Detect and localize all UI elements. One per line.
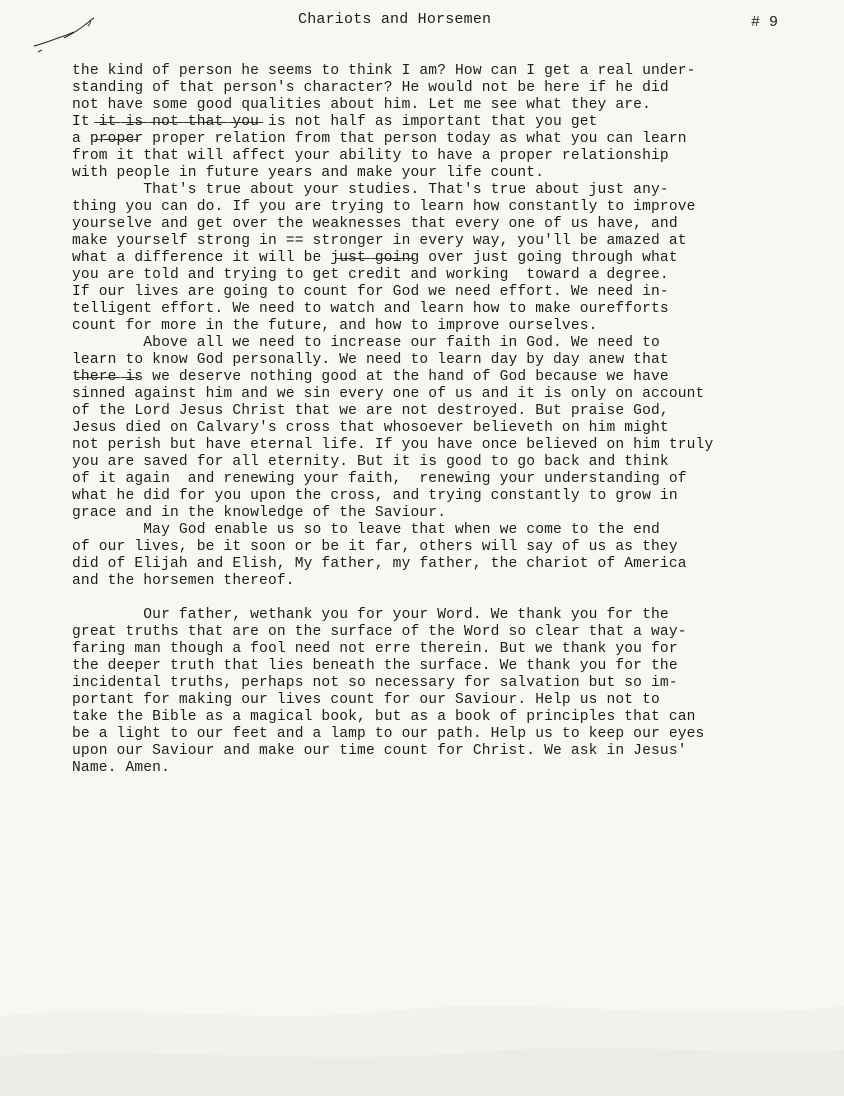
paragraph-2 [72, 182, 844, 335]
text-line: from it that will affect your ability to have a proper relationship [72, 148, 669, 164]
text-line: Jesus died on Calvary's cross that whosoever believeth on him might [72, 420, 669, 436]
text-line: be a light to our feet and a lamp to our path. Help us to keep our eyes [72, 726, 705, 742]
text-line: take the Bible as a magical book, but as a book of principles that can [72, 709, 696, 725]
text-line: you are told and trying to get credit and working toward a degree. [72, 267, 669, 283]
text-line: of it again and renewing your faith, renewing your understanding of [72, 471, 687, 487]
page-header-title: Chariots and Horsemen [298, 11, 492, 28]
text-line: of our lives, be it soon or be it far, others will say of us as they [72, 539, 678, 555]
text-line: what a difference it will be j̶u̶s̶t̶ ̶g̶o̶i̶n̶g over just going through what [72, 250, 678, 266]
text-line: upon our Saviour and make our time count for Christ. We ask in Jesus' [72, 743, 687, 759]
text-line: a p̶r̶o̶p̶e̶r proper relation from that person today as what you can learn [72, 131, 687, 147]
body-text [72, 63, 844, 777]
text-line: what he did for you upon the cross, and trying constantly to grow in [72, 488, 678, 504]
text-line: great truths that are on the surface of the Word so clear that a way- [72, 624, 687, 640]
text-line: portant for making our lives count for our Saviour. Help us not to [72, 692, 660, 708]
text-line: If our lives are going to count for God we need effort. We need in- [72, 284, 669, 300]
text-line: It ̶i̶t̶ ̶i̶s̶ ̶n̶o̶t̶ ̶t̶h̶a̶t̶ ̶y̶o̶u̶ is not half as important that you get [72, 114, 598, 130]
paragraph-spacer [72, 590, 844, 607]
text-line: Our father, wethank you for your Word. We thank you for the [72, 607, 669, 623]
text-line: make yourself strong in == stronger in every way, you'll be amazed at [72, 233, 687, 249]
text-line: sinned against him and we sin every one of us and it is only on account [72, 386, 705, 402]
text-line: of the Lord Jesus Christ that we are not destroyed. But praise God, [72, 403, 669, 419]
text-line: thing you can do. If you are trying to learn how constantly to improve [72, 199, 696, 215]
text-line: telligent effort. We need to watch and learn how to make ourefforts [72, 301, 669, 317]
text-line: learn to know God personally. We need to learn day by day anew that [72, 352, 669, 368]
text-line: standing of that person's character? He would not be here if he did [72, 80, 669, 96]
text-line: count for more in the future, and how to improve ourselves. [72, 318, 598, 334]
text-line: May God enable us so to leave that when we come to the end [72, 522, 660, 538]
paper-wear-texture [0, 906, 844, 1096]
paragraph-1 [72, 63, 844, 182]
text-line: grace and in the knowledge of the Saviour. [72, 505, 447, 521]
text-line: Above all we need to increase our faith in God. We need to [72, 335, 660, 351]
text-line: incidental truths, perhaps not so necessary for salvation but so im- [72, 675, 678, 691]
closing-prayer [72, 607, 844, 777]
text-line: the deeper truth that lies beneath the surface. We thank you for the [72, 658, 678, 674]
text-line: you are saved for all eternity. But it is good to go back and think [72, 454, 669, 470]
text-line: the kind of person he seems to think I am? How can I get a real under- [72, 63, 696, 79]
text-line: not perish but have eternal life. If you have once believed on him truly [72, 437, 714, 453]
text-line: yourselve and get over the weaknesses that every one of us have, and [72, 216, 678, 232]
paragraph-3 [72, 335, 844, 522]
text-line: t̶h̶e̶r̶e̶ ̶i̶s we deserve nothing good at the hand of God because we have [72, 369, 669, 385]
text-line: did of Elijah and Elish, My father, my father, the chariot of America [72, 556, 687, 572]
text-line: and the horsemen thereof. [72, 573, 295, 589]
text-line: with people in future years and make your life count. [72, 165, 545, 181]
text-line: faring man though a fool need not erre therein. But we thank you for [72, 641, 678, 657]
text-line: Name. Amen. [72, 760, 170, 776]
handwritten-pen-mark-icon [28, 14, 108, 58]
paragraph-4 [72, 522, 844, 590]
text-line: not have some good qualities about him. Let me see what they are. [72, 97, 651, 113]
page-number: # 9 [751, 14, 779, 31]
text-line: That's true about your studies. That's true about just any- [72, 182, 669, 198]
